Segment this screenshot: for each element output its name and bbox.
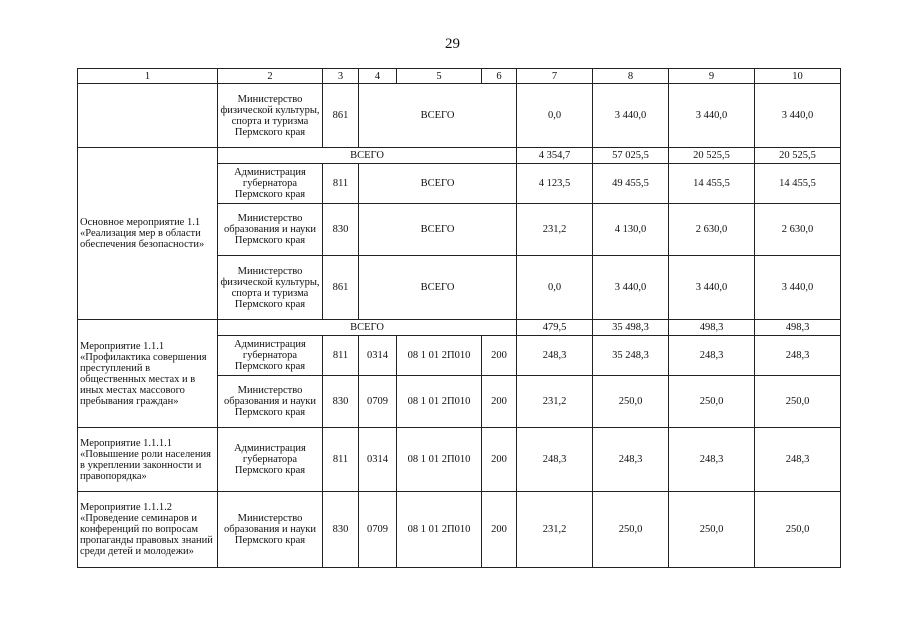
total-label-cell: ВСЕГО xyxy=(218,148,517,164)
value-cell: 3 440,0 xyxy=(669,84,755,148)
executor-cell: Администрация губернатора Пермского края xyxy=(218,428,323,492)
total-label-cell: ВСЕГО xyxy=(218,320,517,336)
value-cell: 250,0 xyxy=(593,492,669,568)
header-cell: 6 xyxy=(482,69,517,84)
total-label-cell: ВСЕГО xyxy=(359,84,517,148)
section-code-cell: 0709 xyxy=(359,492,397,568)
value-cell: 0,0 xyxy=(517,84,593,148)
header-cell: 2 xyxy=(218,69,323,84)
value-cell: 250,0 xyxy=(669,376,755,428)
value-cell: 231,2 xyxy=(517,492,593,568)
code-cell: 830 xyxy=(323,492,359,568)
code-cell: 830 xyxy=(323,204,359,256)
value-cell: 479,5 xyxy=(517,320,593,336)
value-cell: 248,3 xyxy=(517,336,593,376)
expense-type-cell: 200 xyxy=(482,492,517,568)
header-cell: 7 xyxy=(517,69,593,84)
code-cell: 861 xyxy=(323,84,359,148)
executor-cell: Администрация губернатора Пермского края xyxy=(218,336,323,376)
value-cell: 250,0 xyxy=(755,492,841,568)
activity-name-cell: Мероприятие 1.1.1.1 «Повышение роли населения в укреплении законности и правопорядка» xyxy=(78,428,218,492)
value-cell: 248,3 xyxy=(755,336,841,376)
total-label-cell: ВСЕГО xyxy=(359,256,517,320)
value-cell: 14 455,5 xyxy=(669,164,755,204)
value-cell: 248,3 xyxy=(517,428,593,492)
table-row xyxy=(78,428,841,492)
value-cell: 250,0 xyxy=(669,492,755,568)
value-cell: 35 248,3 xyxy=(593,336,669,376)
value-cell: 3 440,0 xyxy=(755,84,841,148)
executor-cell: Министерство образования и науки Пермского края xyxy=(218,376,323,428)
target-code-cell: 08 1 01 2П010 xyxy=(397,428,482,492)
value-cell: 248,3 xyxy=(593,428,669,492)
value-cell: 231,2 xyxy=(517,204,593,256)
value-cell: 49 455,5 xyxy=(593,164,669,204)
value-cell: 250,0 xyxy=(755,376,841,428)
value-cell: 3 440,0 xyxy=(669,256,755,320)
activity-name-cell: Основное мероприятие 1.1 «Реализация мер в области обеспечения безопасности» xyxy=(78,148,218,320)
activity-name-cell: Мероприятие 1.1.1.2 «Проведение семинаров и конференций по вопросам пропаганды правовых знаний среди детей и молодежи» xyxy=(78,492,218,568)
total-label-cell: ВСЕГО xyxy=(359,164,517,204)
value-cell: 3 440,0 xyxy=(593,84,669,148)
code-cell: 830 xyxy=(323,376,359,428)
value-cell: 248,3 xyxy=(669,336,755,376)
target-code-cell: 08 1 01 2П010 xyxy=(397,376,482,428)
activity-name-cell: Мероприятие 1.1.1 «Профилактика совершения преступлений в общественных местах и в иных местах массового пребывания граждан» xyxy=(78,320,218,428)
section-code-cell: 0314 xyxy=(359,336,397,376)
code-cell: 811 xyxy=(323,336,359,376)
code-cell: 811 xyxy=(323,164,359,204)
value-cell: 498,3 xyxy=(669,320,755,336)
value-cell: 231,2 xyxy=(517,376,593,428)
executor-cell: Министерство образования и науки Пермского края xyxy=(218,204,323,256)
value-cell: 250,0 xyxy=(593,376,669,428)
value-cell: 20 525,5 xyxy=(669,148,755,164)
total-label-cell: ВСЕГО xyxy=(359,204,517,256)
table-header-row xyxy=(78,69,841,84)
target-code-cell: 08 1 01 2П010 xyxy=(397,492,482,568)
value-cell: 4 130,0 xyxy=(593,204,669,256)
value-cell: 3 440,0 xyxy=(593,256,669,320)
value-cell: 3 440,0 xyxy=(755,256,841,320)
value-cell: 0,0 xyxy=(517,256,593,320)
section-code-cell: 0314 xyxy=(359,428,397,492)
table-row xyxy=(78,320,841,336)
value-cell: 248,3 xyxy=(755,428,841,492)
table-row xyxy=(78,148,841,164)
value-cell: 248,3 xyxy=(669,428,755,492)
page-number: 29 xyxy=(445,36,460,52)
expense-type-cell: 200 xyxy=(482,376,517,428)
executor-cell: Министерство физической культуры, спорта и туризма Пермского края xyxy=(218,84,323,148)
code-cell: 811 xyxy=(323,428,359,492)
value-cell: 2 630,0 xyxy=(755,204,841,256)
header-cell: 8 xyxy=(593,69,669,84)
value-cell: 4 354,7 xyxy=(517,148,593,164)
value-cell: 14 455,5 xyxy=(755,164,841,204)
executor-cell: Министерство образования и науки Пермского края xyxy=(218,492,323,568)
executor-cell: Администрация губернатора Пермского края xyxy=(218,164,323,204)
table-row xyxy=(78,84,841,148)
empty-cell xyxy=(78,84,218,148)
code-cell: 861 xyxy=(323,256,359,320)
value-cell: 20 525,5 xyxy=(755,148,841,164)
expense-type-cell: 200 xyxy=(482,428,517,492)
header-cell: 9 xyxy=(669,69,755,84)
header-cell: 1 xyxy=(78,69,218,84)
value-cell: 2 630,0 xyxy=(669,204,755,256)
target-code-cell: 08 1 01 2П010 xyxy=(397,336,482,376)
value-cell: 4 123,5 xyxy=(517,164,593,204)
value-cell: 498,3 xyxy=(755,320,841,336)
section-code-cell: 0709 xyxy=(359,376,397,428)
expense-type-cell: 200 xyxy=(482,336,517,376)
value-cell: 35 498,3 xyxy=(593,320,669,336)
header-cell: 5 xyxy=(397,69,482,84)
table-row xyxy=(78,492,841,568)
value-cell: 57 025,5 xyxy=(593,148,669,164)
header-cell: 10 xyxy=(755,69,841,84)
executor-cell: Министерство физической культуры, спорта и туризма Пермского края xyxy=(218,256,323,320)
budget-table xyxy=(77,68,841,568)
header-cell: 4 xyxy=(359,69,397,84)
header-cell: 3 xyxy=(323,69,359,84)
